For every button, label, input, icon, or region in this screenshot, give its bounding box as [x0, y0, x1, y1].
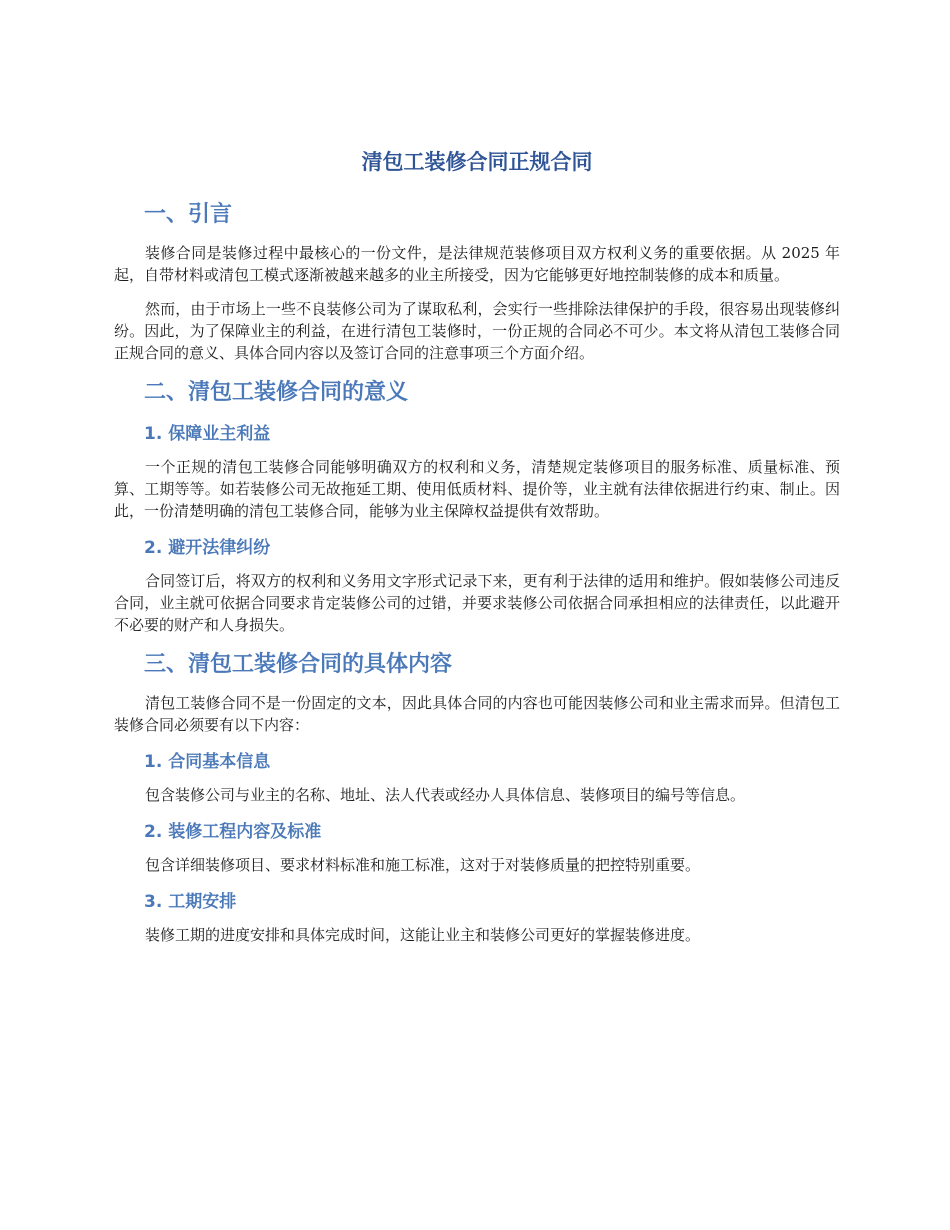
- section-heading-significance: 二、清包工装修合同的意义: [144, 380, 409, 405]
- section-heading-contract-content: 三、清包工装修合同的具体内容: [144, 652, 453, 677]
- document-page: [114, 146, 840, 958]
- subheading-work-content-standards: 2. 装修工程内容及标准: [144, 822, 322, 842]
- paragraph-avoid-legal-disputes: 合同签订后，将双方的权利和义务用文字形式记录下来，更有利于法律的适用和维护。假如装修公司违反合同，业主就可依据合同要求肯定装修公司的过错，并要求装修公司依据合同承担相应的法律责任，以此避开不必要的财产和人身损失。: [114, 572, 840, 634]
- paragraph-schedule: 装修工期的进度安排和具体完成时间，这能让业主和装修公司更好的掌握装修进度。: [145, 926, 701, 944]
- intro-paragraph-2: 然而，由于市场上一些不良装修公司为了谋取私利，会实行一些排除法律保护的手段，很容易出现装修纠纷。因此，为了保障业主的利益，在进行清包工装修时，一份正规的合同必不可少。本文将从清包工装修合同正规合同的意义、具体合同内容以及签订合同的注意事项三个方面介绍。: [114, 300, 840, 362]
- paragraph-protect-owner-interests: 一个正规的清包工装修合同能够明确双方的权利和义务，清楚规定装修项目的服务标准、质量标准、预算、工期等等。如若装修公司无故拖延工期、使用低质材料、提价等，业主就有法律依据进行约束、制止。因此，一份清楚明确的清包工装修合同，能够为业主保障权益提供有效帮助。: [114, 458, 840, 520]
- paragraph-contract-content-intro: 清包工装修合同不是一份固定的文本，因此具体合同的内容也可能因装修公司和业主需求而异。但清包工装修合同必须要有以下内容：: [114, 694, 840, 734]
- subheading-basic-information: 1. 合同基本信息: [144, 752, 271, 772]
- subheading-avoid-legal-disputes: 2. 避开法律纠纷: [144, 538, 271, 558]
- subheading-schedule: 3. 工期安排: [144, 892, 237, 912]
- paragraph-work-content-standards: 包含详细装修项目、要求材料标准和施工标准，这对于对装修质量的把控特别重要。: [145, 856, 701, 874]
- document-title: 清包工装修合同正规合同: [361, 150, 593, 174]
- section-heading-introduction: 一、引言: [144, 202, 233, 227]
- intro-paragraph-1: 装修合同是装修过程中最核心的一份文件，是法律规范装修项目双方权利义务的重要依据。从 2025 年起，自带材料或清包工模式逐渐被越来越多的业主所接受，因为它能够更好地控制装修的成本和质量。: [114, 244, 840, 284]
- paragraph-basic-information: 包含装修公司与业主的名称、地址、法人代表或经办人具体信息、装修项目的编号等信息。: [145, 786, 746, 804]
- subheading-protect-owner-interests: 1. 保障业主利益: [144, 424, 271, 444]
